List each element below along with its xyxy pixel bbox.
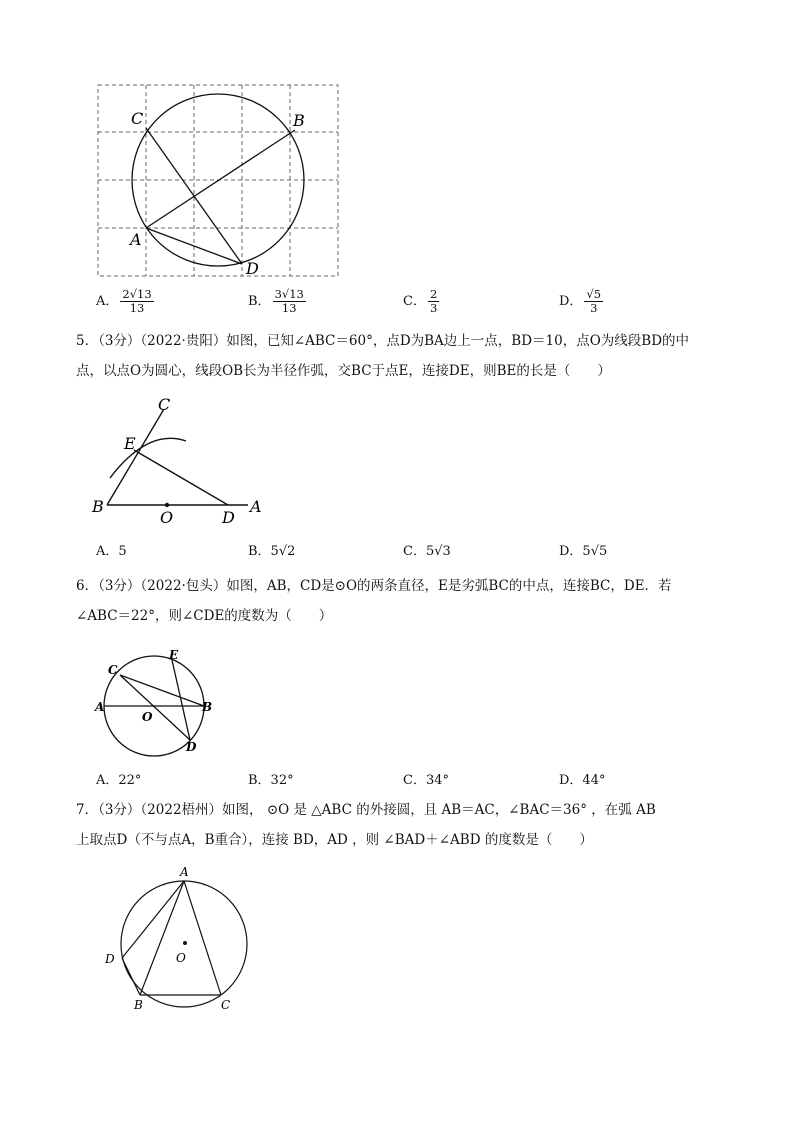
q6-lines: [104, 660, 204, 740]
q4-figure: [90, 80, 350, 285]
q7-label-b: B: [134, 998, 143, 1012]
q6-stem: [76, 571, 716, 631]
q5-option-a: A．5: [96, 544, 127, 559]
q5-label-o: O: [160, 508, 174, 527]
q5-option-c: C．5√3: [403, 544, 451, 559]
q6-option-a: A．22°: [96, 773, 142, 788]
q6-label-a: A: [95, 700, 105, 714]
q6-label-c: C: [108, 663, 118, 677]
q5-label-b: B: [92, 497, 104, 516]
q5-figure: [88, 394, 278, 529]
q7-label-o: O: [176, 951, 186, 965]
q6-label-o: O: [142, 710, 153, 724]
q7-label-d: D: [105, 952, 115, 966]
q4-label-a: A: [130, 230, 142, 249]
q6-line-1: 6．（3分）（2022·包头）如图，AB，CD是⊙O的两条直径，E是劣弧BC的中点，连接BC，DE．若: [76, 578, 672, 594]
q5-label-e: E: [124, 434, 136, 453]
q6-option-b: B．32°: [248, 773, 294, 788]
q7-lines: [122, 881, 221, 995]
q6-option-c: C．34°: [403, 773, 449, 788]
q6-label-d: D: [186, 740, 197, 754]
q4-label-d: D: [246, 259, 259, 278]
q4-segments: [146, 128, 295, 264]
q7-figure: [100, 862, 260, 1017]
q5-stem: [76, 326, 716, 386]
q6-label-b: B: [202, 700, 213, 714]
q5-label-c: C: [158, 395, 171, 414]
q4-label-b: B: [293, 111, 305, 130]
q4-label-c: C: [131, 109, 144, 128]
q5-line-2: 点，以点O为圆心，线段OB长为半径作弧，交BC于点E，连接DE，则BE的长是（ ）: [76, 363, 611, 379]
q6-option-d: D．44°: [559, 773, 606, 788]
q5-point-o: [165, 503, 169, 507]
q7-point-o: [183, 941, 187, 945]
q7-label-c: C: [221, 998, 231, 1012]
q7-label-a: A: [180, 865, 189, 879]
q5-label-d: D: [222, 508, 235, 527]
q4-option-d: D． $\frac{√5}{3}$: [559, 287, 602, 315]
q5-lines: [107, 409, 248, 505]
q4-option-b: B． $\frac{3√13}{13}$: [248, 287, 304, 315]
q6-figure: [92, 644, 227, 762]
q4-option-a: A． $\frac{2√13}{13}$: [96, 287, 152, 315]
q5-option-b: B．5√2: [248, 544, 296, 559]
q5-option-d: D．5√5: [559, 544, 608, 559]
q7-line-2: 上取点D（不与点A，B重合），连接 BD，AD ，则 ∠BAD＋∠ABD 的度数是（ ）: [76, 832, 593, 848]
q5-label-a: A: [250, 497, 262, 516]
q4-option-c: C． $\frac{2}{3}$: [403, 287, 438, 315]
q7-stem: [76, 795, 716, 855]
q6-label-e: E: [169, 648, 179, 662]
q6-line-2: ∠ABC＝22°，则∠CDE的度数为（ ）: [76, 608, 333, 624]
q5-line-1: 5．（3分）（2022·贵阳）如图，已知∠ABC＝60°，点D为BA边上一点，BD＝10，点O为线段BD的中: [76, 333, 690, 349]
q7-line-1: 7．（3分）（2022梧州）如图， ⊙O 是 △ABC 的外接圆，且 AB＝AC，∠BAC＝36° ，在弧 AB: [76, 802, 656, 818]
